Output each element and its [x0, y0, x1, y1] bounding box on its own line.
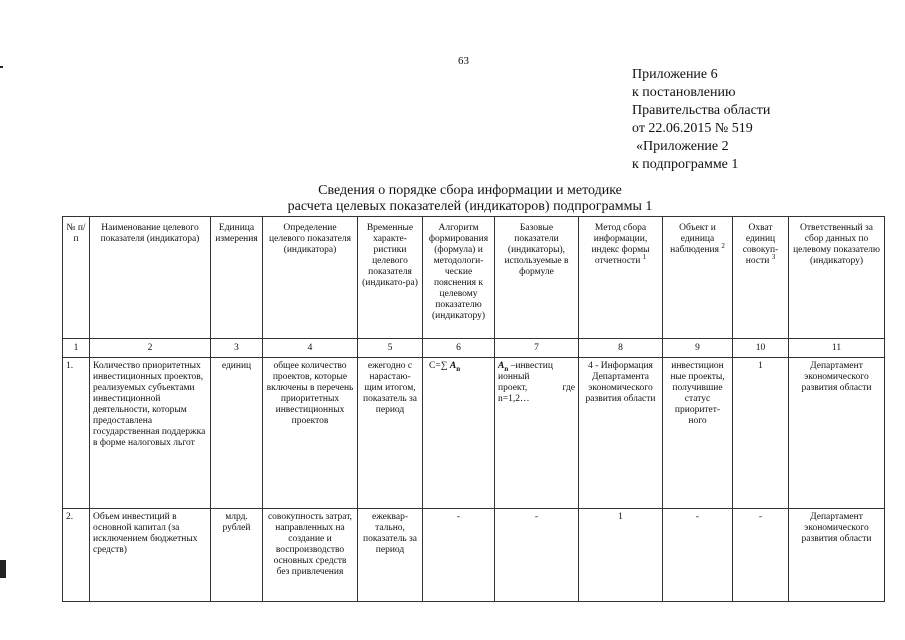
appendix-line: к подпрограмме 1	[632, 157, 739, 172]
time-cell: ежеквар-тально, показатель за период	[358, 509, 423, 602]
column-number: 1	[63, 339, 90, 358]
formula-subscript: n	[456, 364, 461, 373]
appendix-line: «Приложение 2	[636, 139, 729, 154]
definition-cell: общее количество проектов, которые включены в перечень приоритетных инвестиционных проектов	[263, 358, 358, 509]
footnote-mark: 3	[771, 252, 776, 261]
header-cell: Алгоритм формирования (формула) и методологи-ческие пояснения к целевому показателю (индикатору)	[423, 217, 495, 339]
indicator-name: Объем инвестиций в основной капитал (за исключением бюджетных средств)	[90, 509, 211, 602]
table-header-row	[63, 217, 885, 339]
header-text: Объект и единица наблюдения	[670, 223, 719, 255]
responsible-cell: Департамент экономического развития области	[789, 509, 885, 602]
scan-mark	[0, 560, 6, 578]
unit-cell: единиц	[211, 358, 263, 509]
column-number: 5	[358, 339, 423, 358]
row-number: 1.	[63, 358, 90, 509]
column-number-row	[63, 339, 885, 358]
formula-subscript: n	[504, 364, 509, 373]
base-indicators-cell: -	[495, 509, 579, 602]
header-cell: № п/п	[63, 217, 90, 339]
formula-prefix: C=∑	[429, 361, 448, 371]
base-indicators-cell	[495, 358, 579, 509]
header-cell: Определение целевого показателя (индикатора)	[263, 217, 358, 339]
column-number: 2	[90, 339, 211, 358]
appendix-line: Правительства области	[632, 103, 771, 118]
header-cell: Временные характе-ристики целевого показателя (индикато-ра)	[358, 217, 423, 339]
formula-symbol: A	[498, 361, 505, 371]
object-cell: инвестицион ные проекты, получившие статус приоритет-ного	[663, 358, 733, 509]
header-cell	[663, 217, 733, 339]
definition-cell: совокупность затрат, направленных на создание и воспроизводство основных средств без привлечения	[263, 509, 358, 602]
appendix-line: Приложение 6	[632, 67, 718, 82]
header-cell: Ответственный за сбор данных по целевому показателю (индикатору)	[789, 217, 885, 339]
algorithm-cell: -	[423, 509, 495, 602]
column-number: 9	[663, 339, 733, 358]
algorithm-cell	[423, 358, 495, 509]
unit-cell: млрд. рублей	[211, 509, 263, 602]
base-text: –инвестиц	[508, 361, 553, 371]
column-number: 4	[263, 339, 358, 358]
header-cell: Базовые показатели (индикаторы), используемые в формуле	[495, 217, 579, 339]
header-cell	[579, 217, 663, 339]
coverage-cell: -	[733, 509, 789, 602]
table-row	[63, 358, 885, 509]
base-line	[498, 361, 575, 372]
header-text: Охват единиц совокуп-ности	[742, 223, 779, 266]
appendix-line: от 22.06.2015 № 519	[632, 121, 753, 136]
header-text: Метод сбора информации, индекс формы отчетности	[591, 223, 650, 266]
title-line-1: Сведения о порядке сбора информации и методике	[318, 183, 622, 198]
object-cell: -	[663, 509, 733, 602]
scan-mark	[0, 66, 3, 68]
base-text: проект,	[498, 383, 528, 393]
column-number: 6	[423, 339, 495, 358]
formula-symbol: A	[449, 361, 457, 371]
table-row	[63, 509, 885, 602]
base-text: где	[562, 383, 575, 393]
row-number: 2.	[63, 509, 90, 602]
responsible-cell: Департамент экономического развития области	[789, 358, 885, 509]
coverage-cell: 1	[733, 358, 789, 509]
method-cell: 4 - Информация Департамента экономического развития области	[579, 358, 663, 509]
header-cell: Единица измерения	[211, 217, 263, 339]
column-number: 10	[733, 339, 789, 358]
title-line-2: расчета целевых показателей (индикаторов) подпрограммы 1	[287, 199, 653, 214]
base-line: ионный	[498, 372, 530, 382]
footnote-mark: 1	[642, 252, 647, 261]
appendix-block	[632, 66, 770, 174]
base-line	[498, 383, 575, 394]
method-cell: 1	[579, 509, 663, 602]
header-cell	[733, 217, 789, 339]
column-number: 7	[495, 339, 579, 358]
page-number: 63	[458, 55, 469, 67]
base-line: n=1,2…	[498, 394, 530, 404]
column-number: 11	[789, 339, 885, 358]
indicators-table	[62, 216, 885, 602]
column-number: 8	[579, 339, 663, 358]
document-title	[250, 183, 690, 215]
header-cell: Наименование целевого показателя (индикатора)	[90, 217, 211, 339]
column-number: 3	[211, 339, 263, 358]
appendix-line: к постановлению	[632, 85, 736, 100]
indicator-name: Количество приоритетных инвестиционных проектов, реализуемых субъектами инвестиционной деятельности, которым предоставлена государственная поддержка в форме налоговых льгот	[90, 358, 211, 509]
footnote-mark: 2	[721, 241, 725, 250]
time-cell: ежегодно с нарастаю-щим итогом, показатель за период	[358, 358, 423, 509]
